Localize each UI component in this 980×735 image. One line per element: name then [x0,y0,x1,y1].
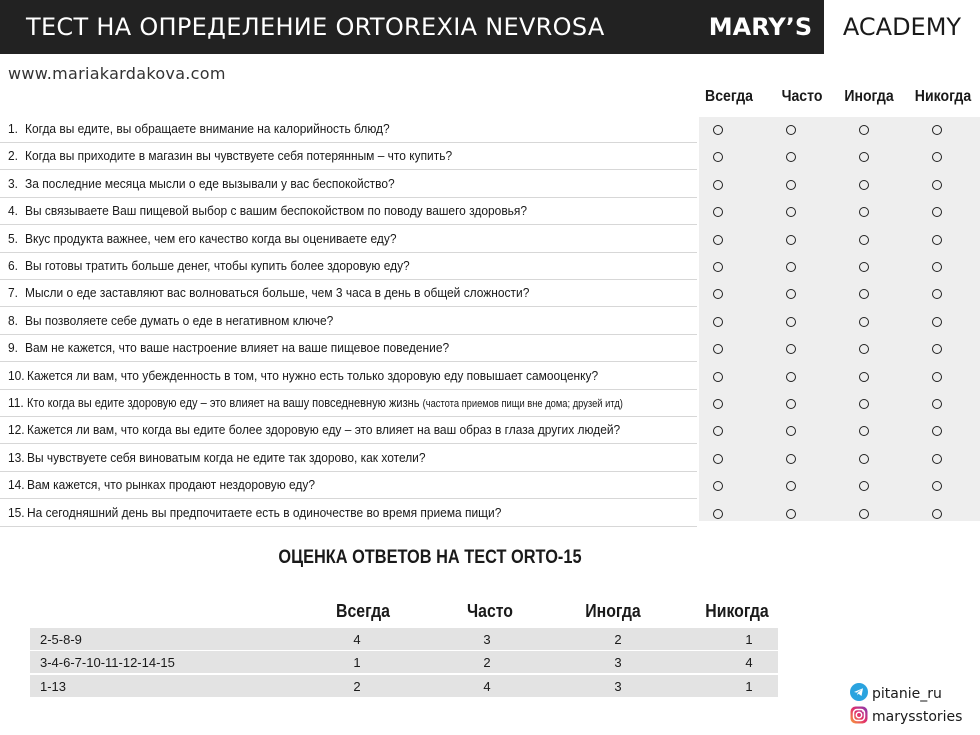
question-text [25,313,333,328]
answer-radio-sometimes[interactable] [859,454,869,464]
column-header-sometimes: Иногда [844,88,894,105]
brand-logo-academy: ACADEMY [842,13,962,41]
question-text [25,176,395,191]
scoring-points: 1 [745,632,753,647]
question-text-main: Мысли о еде заставляют вас волноваться больше, чем 3 часа в день в общей сложности? [25,285,530,300]
question-row [0,226,697,253]
question-text [25,340,449,355]
question-row [0,143,697,170]
answer-radio-always[interactable] [713,289,723,299]
answer-radio-never[interactable] [932,125,942,135]
column-header-never: Никогда [914,88,972,105]
answer-radio-sometimes[interactable] [859,399,869,409]
question-row [0,171,697,198]
answer-radio-always[interactable] [713,235,723,245]
scoring-question-numbers: 1-13 [40,679,67,694]
scoring-question-numbers: 3-4-6-7-10-11-12-14-15 [40,655,175,670]
answer-radio-never[interactable] [932,399,942,409]
scoring-row [30,628,778,650]
answer-radio-sometimes[interactable] [859,235,869,245]
answer-radio-never[interactable] [932,509,942,519]
answer-radio-often[interactable] [786,152,796,162]
answer-radio-always[interactable] [713,481,723,491]
scoring-row [30,651,778,673]
question-text-main: Вкус продукта важнее, чем его качество когда вы оцениваете еду? [25,231,397,246]
scoring-points: 2 [483,655,491,670]
answer-radio-sometimes[interactable] [859,426,869,436]
question-row [0,417,697,444]
question-number: 2. [8,148,18,163]
question-row [0,445,697,472]
question-text-main: Вы связываете Ваш пищевой выбор с вашим беспокойством по поводу вашего здоровья? [25,203,528,218]
question-number: 5. [8,231,18,246]
question-row [0,390,697,417]
question-number: 3. [8,176,18,191]
answer-radio-always[interactable] [713,344,723,354]
question-number: 6. [8,258,18,273]
question-number: 1. [8,121,18,136]
answer-radio-never[interactable] [932,289,942,299]
answer-radio-always[interactable] [713,399,723,409]
scoring-header-never: Никогда [705,601,769,621]
answer-radio-always[interactable] [713,262,723,272]
answer-radio-always[interactable] [713,509,723,519]
answer-radio-often[interactable] [786,454,796,464]
answer-radio-always[interactable] [713,372,723,382]
question-text-main: Вы готовы тратить больше денег, чтобы купить более здоровую еду? [25,258,410,273]
answer-radio-never[interactable] [932,317,942,327]
answer-radio-often[interactable] [786,344,796,354]
answer-radio-never[interactable] [932,152,942,162]
answer-radio-often[interactable] [786,207,796,217]
question-text-main: За последние месяца мысли о еде вызывали у вас беспокойство? [25,176,395,191]
question-text-main: Вам кажется, что рынках продают нездоровую еду? [27,477,316,492]
question-text [25,231,396,246]
question-number: 7. [8,285,18,300]
question-text [25,121,390,136]
telegram-handle[interactable] [850,683,942,705]
question-number: 8. [8,313,18,328]
answer-radio-always[interactable] [713,454,723,464]
question-row [0,308,697,335]
answer-radio-sometimes[interactable] [859,481,869,491]
question-text-main: Когда вы приходите в магазин вы чувствуете себя потерянным – что купить? [25,148,453,163]
instagram-handle[interactable] [850,706,962,728]
answer-radio-never[interactable] [932,235,942,245]
answer-radio-often[interactable] [786,481,796,491]
question-text-main: Кажется ли вам, что убежденность в том, что нужно есть только здоровую еду повышает самооценку? [27,368,599,383]
answer-radio-often[interactable] [786,289,796,299]
question-text [27,422,620,437]
question-number: 12. [8,422,25,437]
question-text [25,285,529,300]
answer-radio-always[interactable] [713,180,723,190]
scoring-points: 3 [614,655,622,670]
answer-radio-always[interactable] [713,317,723,327]
question-number: 11. [8,395,24,410]
scoring-header-sometimes: Иногда [585,601,641,621]
answer-radio-always[interactable] [713,125,723,135]
question-text [27,368,598,383]
scoring-points: 1 [745,679,753,694]
answer-radio-often[interactable] [786,125,796,135]
question-row [0,363,697,390]
answer-radio-sometimes[interactable] [859,317,869,327]
question-row [0,472,697,499]
question-row [0,280,697,307]
question-text-main: Когда вы едите, вы обращаете внимание на калорийность блюд? [25,121,390,136]
answer-radio-never[interactable] [932,372,942,382]
question-text [25,148,452,163]
brand-logo-marys: MARY’S [697,0,824,54]
question-text-main: Вам не кажется, что ваше настроение влияет на ваше пищевое поведение? [25,340,450,355]
question-number: 14. [8,477,25,492]
telegram-icon [850,683,868,705]
scoring-question-numbers: 2-5-8-9 [40,632,82,647]
instagram-icon [850,706,868,728]
answer-radio-often[interactable] [786,262,796,272]
answer-radio-sometimes[interactable] [859,372,869,382]
question-text-main: На сегодняшний день вы предпочитаете есть в одиночестве во время приема пищи? [27,505,502,520]
question-row [0,116,697,143]
scoring-points: 2 [614,632,622,647]
instagram-handle-label: marysstories [872,709,963,725]
answer-radio-sometimes[interactable] [859,207,869,217]
column-header-often: Часто [781,88,823,105]
answer-radio-sometimes[interactable] [859,180,869,190]
website-link[interactable]: www.mariakardakova.com [8,64,226,83]
scoring-header-always: Всегда [336,601,390,621]
scoring-points: 1 [353,655,361,670]
telegram-handle-label: pitanie_ru [872,686,942,702]
question-number: 9. [8,340,18,355]
page-title: ТЕСТ НА ОПРЕДЕЛЕНИЕ ORTOREXIA NEVROSA [0,0,697,54]
question-text [27,477,315,492]
answer-radio-never[interactable] [932,262,942,272]
answer-radio-often[interactable] [786,509,796,519]
answer-radio-always[interactable] [713,426,723,436]
answer-radio-often[interactable] [786,372,796,382]
question-text-main: Вы позволяете себе думать о еде в негативном ключе? [25,313,334,328]
scoring-points: 2 [353,679,361,694]
scoring-row [30,675,778,697]
scoring-title: ОЦЕНКА ОТВЕТОВ НА ТЕСТ ORTO-15 [278,547,582,568]
question-text [27,395,623,410]
question-number: 13. [8,450,25,465]
answer-radio-never[interactable] [932,426,942,436]
question-text [27,450,426,465]
answer-radio-sometimes[interactable] [859,509,869,519]
answer-radio-sometimes[interactable] [859,289,869,299]
answer-radio-sometimes[interactable] [859,262,869,272]
answer-radio-often[interactable] [786,180,796,190]
scoring-points: 4 [745,655,753,670]
scoring-points: 3 [614,679,622,694]
answer-radio-never[interactable] [932,481,942,491]
scoring-points: 3 [483,632,491,647]
question-text [25,258,410,273]
question-text-main: Вы чувствуете себя виноватым когда не едите так здорово, как хотели? [27,450,426,465]
answer-radio-sometimes[interactable] [859,152,869,162]
answer-radio-always[interactable] [713,152,723,162]
scoring-points: 4 [483,679,491,694]
question-number: 4. [8,203,18,218]
answer-radio-sometimes[interactable] [859,125,869,135]
answer-radio-never[interactable] [932,180,942,190]
question-text-main: Кажется ли вам, что когда вы едите более здоровую еду – это влияет на ваш образ в глаза других людей? [27,422,621,437]
answer-radio-often[interactable] [786,317,796,327]
answer-radio-often[interactable] [786,399,796,409]
question-row [0,253,697,280]
scoring-points: 4 [353,632,361,647]
question-number: 10. [8,368,25,383]
answer-radio-never[interactable] [932,454,942,464]
question-row [0,335,697,362]
answer-radio-often[interactable] [786,426,796,436]
question-text [27,505,501,520]
question-row [0,198,697,225]
answer-radio-sometimes[interactable] [859,344,869,354]
column-header-always: Всегда [705,88,753,105]
question-text-main: Кто когда вы едите здоровую еду – это влияет на вашу повседневную жизнь [27,395,420,410]
answer-radio-never[interactable] [932,207,942,217]
answer-radio-often[interactable] [786,235,796,245]
answer-radio-always[interactable] [713,207,723,217]
question-note: (частота приемов пищи вне дома; друзей итд) [422,398,623,410]
question-number: 15. [8,505,25,520]
scoring-header-often: Часто [467,601,513,621]
question-text [25,203,527,218]
question-row [0,500,697,527]
answer-radio-never[interactable] [932,344,942,354]
